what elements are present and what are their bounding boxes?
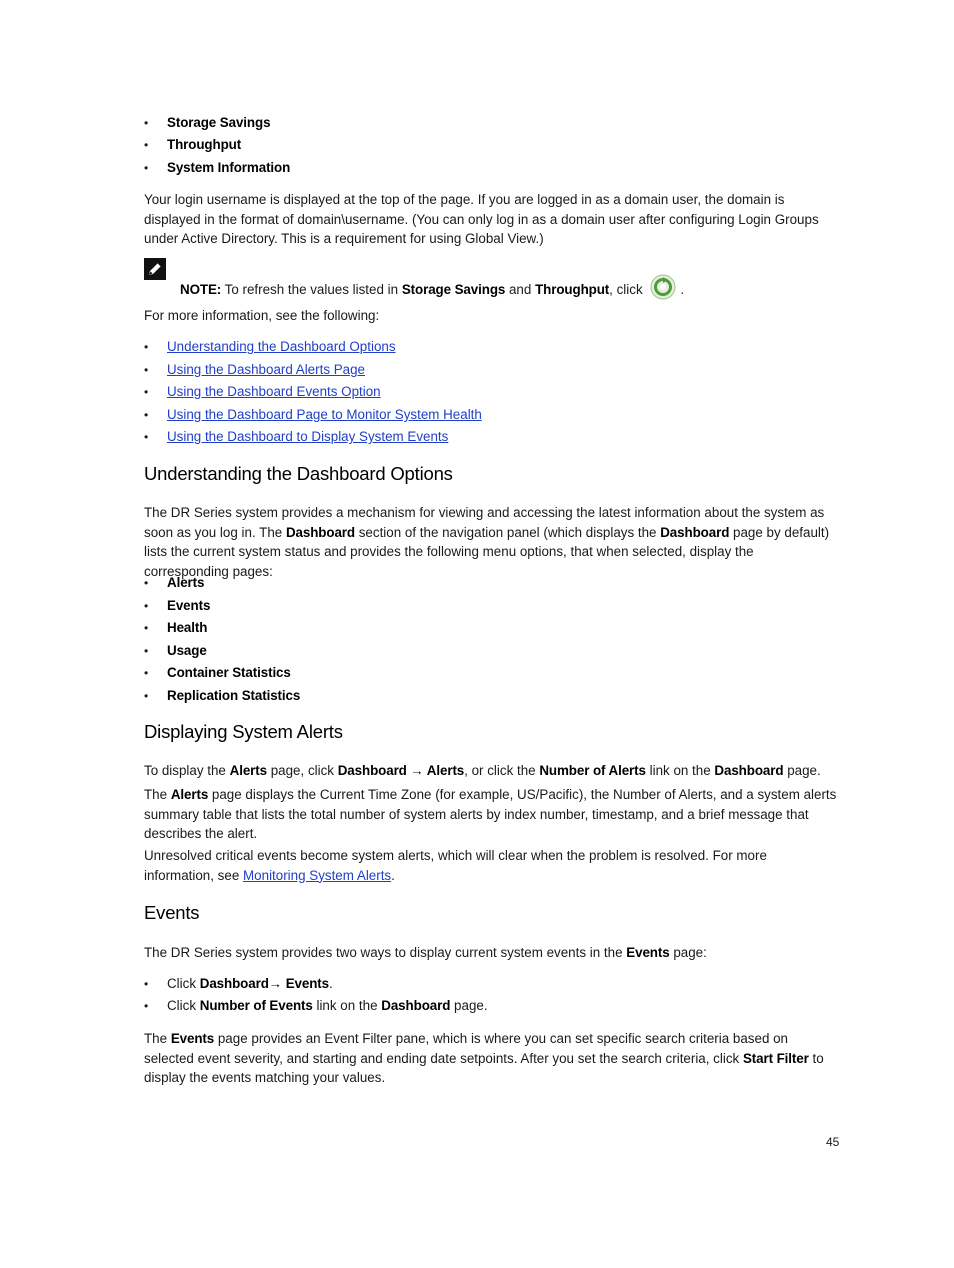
section-heading: Understanding the Dashboard Options (144, 463, 453, 484)
section1-paragraph: The DR Series system provides a mechanism for viewing and accessing the latest information about the system as soon as you log in. The Dashboard section of the navigation panel (which displays the Dashboard page by default) lists the current system status and provides the following menu options, that when selected, display the corresponding pages: (144, 505, 830, 579)
list-item: • Events (144, 598, 211, 613)
refresh-icon (650, 274, 676, 300)
list-item: • Using the Dashboard Events Option (144, 382, 839, 402)
section2-line1: To display the Alerts page, click Dashboard → Alerts, or click the Number of Alerts link on the Dashboard page. (144, 763, 821, 778)
list-item: • Understanding the Dashboard Options (144, 337, 839, 357)
list-item: • Health (144, 620, 208, 635)
link-dashboard-events-option[interactable]: Using the Dashboard Events Option (167, 384, 381, 399)
link-monitor-system-health[interactable]: Using the Dashboard Page to Monitor System Health (167, 407, 482, 422)
section3-paragraph1: The DR Series system provides two ways to display current system events in the Events page: (144, 945, 707, 960)
list-item: • System Information (144, 160, 291, 175)
section2-paragraph3: Unresolved critical events become system alerts, which will clear when the problem is resolved. For more information, see Monitoring System Alerts. (144, 848, 767, 883)
link-dashboard-alerts-page[interactable]: Using the Dashboard Alerts Page (167, 362, 366, 377)
list-item: • Using the Dashboard to Display System Events (144, 427, 839, 447)
section-heading: Events (144, 902, 200, 923)
list-item: • Alerts (144, 575, 205, 590)
section-heading: Displaying System Alerts (144, 721, 343, 742)
link-monitoring-system-alerts[interactable]: Monitoring System Alerts (243, 867, 392, 883)
section2-paragraph2: The Alerts page displays the Current Time Zone (for example, US/Pacific), the Number of Alerts, and a system alerts summary table that lists the total number of system alerts by index number, timestamp, and a brief message that describes the alert. (144, 787, 837, 841)
list-item: • Click Number of Events link on the Dashboard page. (144, 998, 488, 1013)
note-pencil-icon (144, 258, 166, 280)
list-item: • Click Dashboard→ Events. (144, 976, 333, 991)
list-item: • Using the Dashboard Page to Monitor System Health (144, 405, 839, 425)
link-display-system-events[interactable]: Using the Dashboard to Display System Events (167, 429, 449, 444)
list-item: • Storage Savings (144, 115, 271, 130)
note-text: NOTE: To refresh the values listed in Storage Savings and Throughput, click . (180, 274, 839, 302)
list-item: • Container Statistics (144, 665, 291, 680)
link-understanding-dashboard-options[interactable]: Understanding the Dashboard Options (167, 339, 396, 354)
section3-paragraph2: The Events page provides an Event Filter pane, which is where you can set specific search criteria based on selected event severity, and starting and ending date setpoints. After you set the search criteria, click Start Filter to display the events matching your values. (144, 1031, 824, 1085)
page-number: 45 (826, 1135, 840, 1149)
list-item: • Throughput (144, 137, 242, 152)
list-item: • Usage (144, 643, 207, 658)
list-item: • Using the Dashboard Alerts Page (144, 360, 839, 380)
more-info-text: For more information, see the following: (144, 308, 380, 323)
intro-paragraph: Your login username is displayed at the top of the page. If you are logged in as a domain user, the domain is displayed in the format of domain\username. (You can only log in as a domain user after configuring Login Groups under Active Directory. This is a requirement for using Global View.) (144, 192, 819, 246)
list-item: • Replication Statistics (144, 688, 301, 703)
